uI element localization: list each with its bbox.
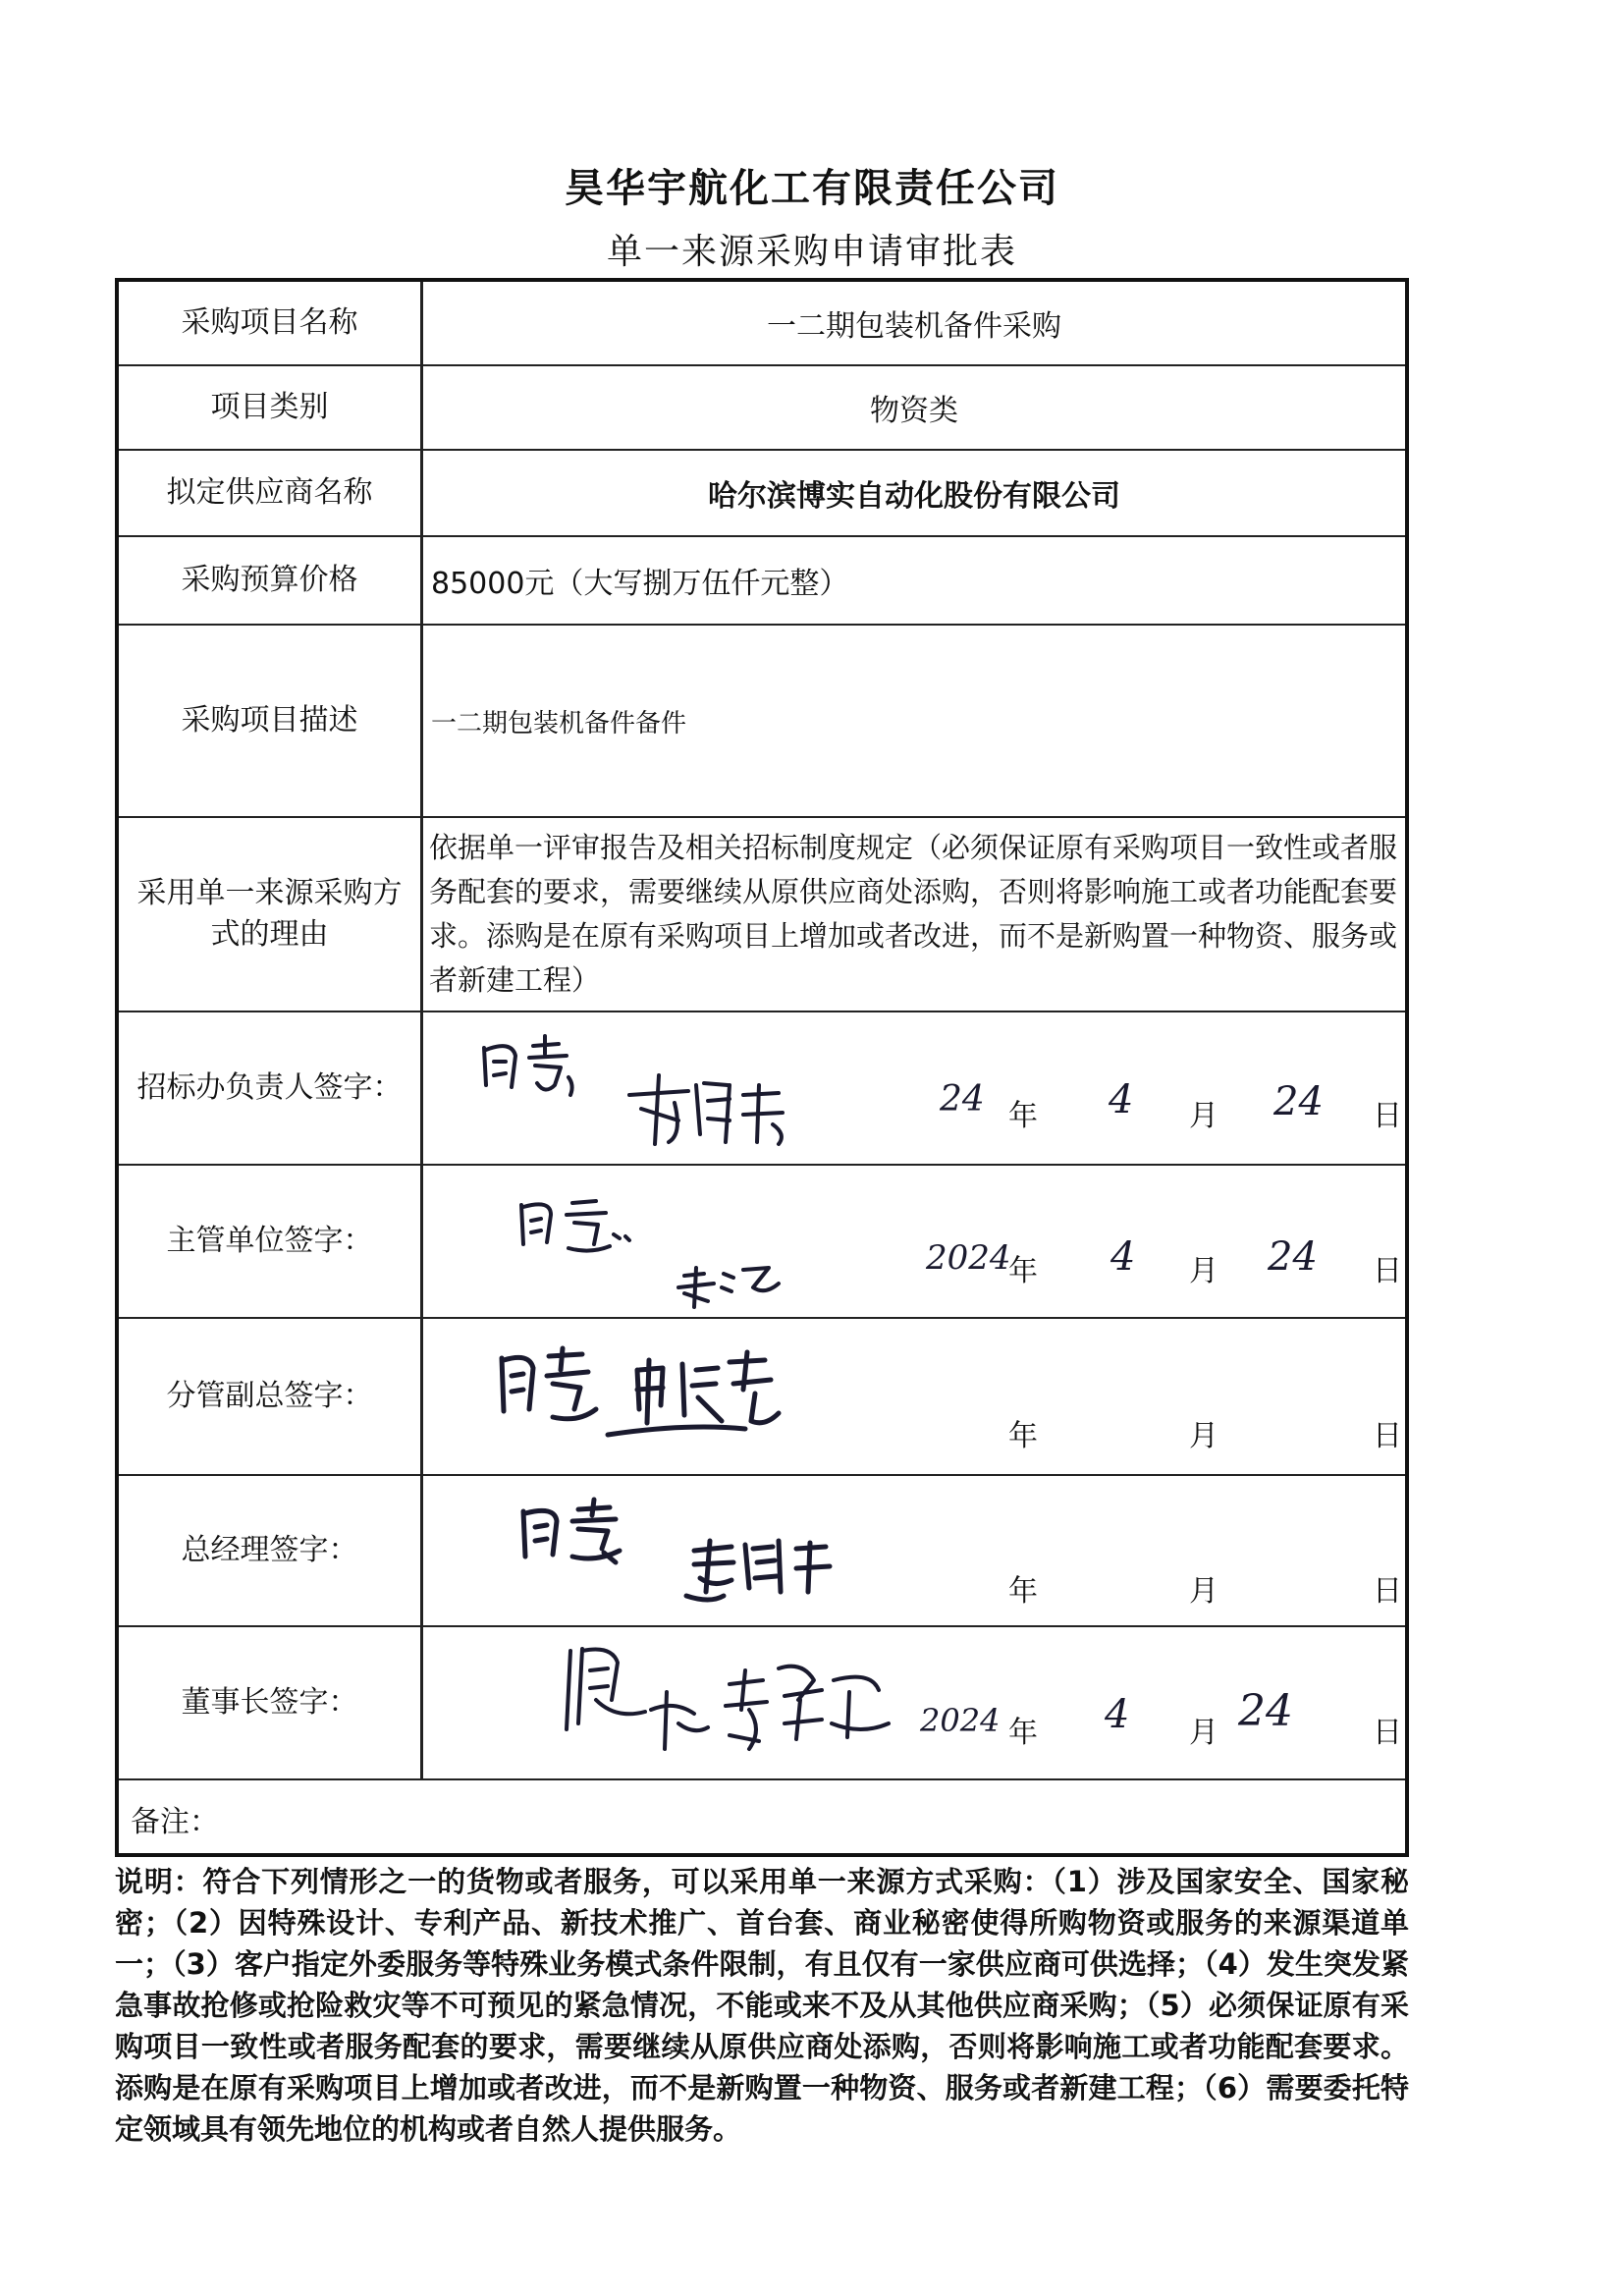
row-supplier: [119, 451, 1405, 537]
sign-year-handwritten: 2024: [926, 1238, 1011, 1278]
sign-month-label: 月: [1189, 1574, 1218, 1609]
sign-year-label: 年: [1008, 1574, 1038, 1609]
row-budget: [119, 537, 1405, 626]
row-sign-vp: [119, 1319, 1405, 1476]
sign-label: 总经理签字：: [119, 1476, 423, 1625]
category-label: 项目类别: [119, 366, 423, 449]
form-title: 单一来源采购申请审批表: [606, 232, 1017, 272]
row-sign-chairman: [119, 1627, 1405, 1780]
project-name-value: 一二期包装机备件采购: [767, 309, 1061, 344]
sign-label: 分管副总签字：: [119, 1319, 423, 1474]
category-value: 物资类: [870, 394, 958, 428]
sign-month-handwritten: 4: [1109, 1077, 1134, 1122]
sign-month-handwritten: 4: [1105, 1692, 1130, 1737]
sign-day-handwritten: 24: [1273, 1079, 1324, 1124]
sign-day-label: 日: [1373, 1716, 1402, 1750]
sign-day-label: 日: [1373, 1574, 1402, 1609]
row-sign-supervisor: [119, 1166, 1405, 1319]
sign-label: 招标办负责人签字：: [119, 1012, 423, 1164]
handwritten-signature: [472, 1026, 904, 1158]
supplier-label: 拟定供应商名称: [119, 451, 423, 535]
sign-year-handwritten: 24: [940, 1079, 985, 1120]
row-remarks: [119, 1780, 1405, 1857]
handwritten-signature: [490, 1340, 902, 1462]
sign-year-label: 年: [1008, 1419, 1038, 1453]
sign-day-label: 日: [1373, 1254, 1402, 1288]
row-sign-bidding-office: [119, 1012, 1405, 1166]
row-category: [119, 366, 1405, 451]
row-project-name: [119, 282, 1405, 366]
handwritten-signature: [512, 1185, 944, 1317]
sign-day-handwritten: 24: [1268, 1234, 1318, 1280]
sign-month-label: 月: [1189, 1254, 1218, 1288]
sign-day-handwritten: 24: [1238, 1686, 1293, 1736]
explanatory-note: 说明：符合下列情形之一的货物或者服务，可以采用单一来源方式采购：（1）涉及国家安全、国家秘密；（2）因特殊设计、专利产品、新技术推广、首台套、商业秘密使得所购物资或服务的来源渠道单一；（3）客户指定外委服务等特殊业务模式条件限制，有且仅有一家供应商可供选择；（4）发生突发紧急事故抢修或抢险救灾等不可预见的紧急情况，不能或来不及从其他供应商采购；（5）必须保证原有采购项目一致性或者服务配套的要求，需要继续从原供应商处添购，否则将影响施工或者功能配套要求。添购是在原有采购项目上增加或者改进，而不是新购置一种物资、服务或者新建工程；（6）需要委托特定领域具有领先地位的机构或者自然人提供服务。: [115, 1865, 1409, 2146]
company-name: 昊华宇航化工有限责任公司: [565, 166, 1059, 211]
sign-year-handwritten: 2024: [920, 1702, 1001, 1739]
reason-label: 采用单一来源采购方式的理由: [119, 818, 423, 1011]
row-sign-gm: [119, 1476, 1405, 1627]
budget-value: 85000元（大写捌万伍仟元整）: [431, 567, 849, 601]
sign-year-label: 年: [1008, 1254, 1038, 1288]
sign-month-handwritten: 4: [1110, 1234, 1136, 1280]
budget-label: 采购预算价格: [119, 537, 423, 624]
remarks-label: 备注：: [131, 1805, 219, 1839]
sign-month-label: 月: [1189, 1419, 1218, 1453]
description-value: 一二期包装机备件备件: [431, 708, 687, 738]
handwritten-signature: [514, 1494, 946, 1615]
sign-day-label: 日: [1373, 1099, 1402, 1133]
sign-month-label: 月: [1189, 1716, 1218, 1750]
sign-year-label: 年: [1008, 1716, 1038, 1750]
sign-year-label: 年: [1008, 1099, 1038, 1133]
sign-month-label: 月: [1189, 1099, 1218, 1133]
row-reason: [119, 818, 1405, 1012]
handwritten-signature: [557, 1641, 979, 1773]
sign-label: 主管单位签字：: [119, 1166, 423, 1317]
supplier-value: 哈尔滨博实自动化股份有限公司: [708, 479, 1120, 514]
sign-day-label: 日: [1373, 1419, 1402, 1453]
reason-value: 依据单一评审报告及相关招标制度规定（必须保证原有采购项目一致性或者服务配套的要求，需要继续从原供应商处添购，否则将影响施工或者功能配套要求。添购是在原有采购项目上增加或者改进，而不是新购置一种物资、服务或者新建工程）: [429, 831, 1398, 997]
row-description: [119, 626, 1405, 818]
project-name-label: 采购项目名称: [119, 282, 423, 364]
description-label: 采购项目描述: [119, 626, 423, 816]
sign-label: 董事长签字：: [119, 1627, 423, 1778]
approval-table: [115, 278, 1409, 1857]
